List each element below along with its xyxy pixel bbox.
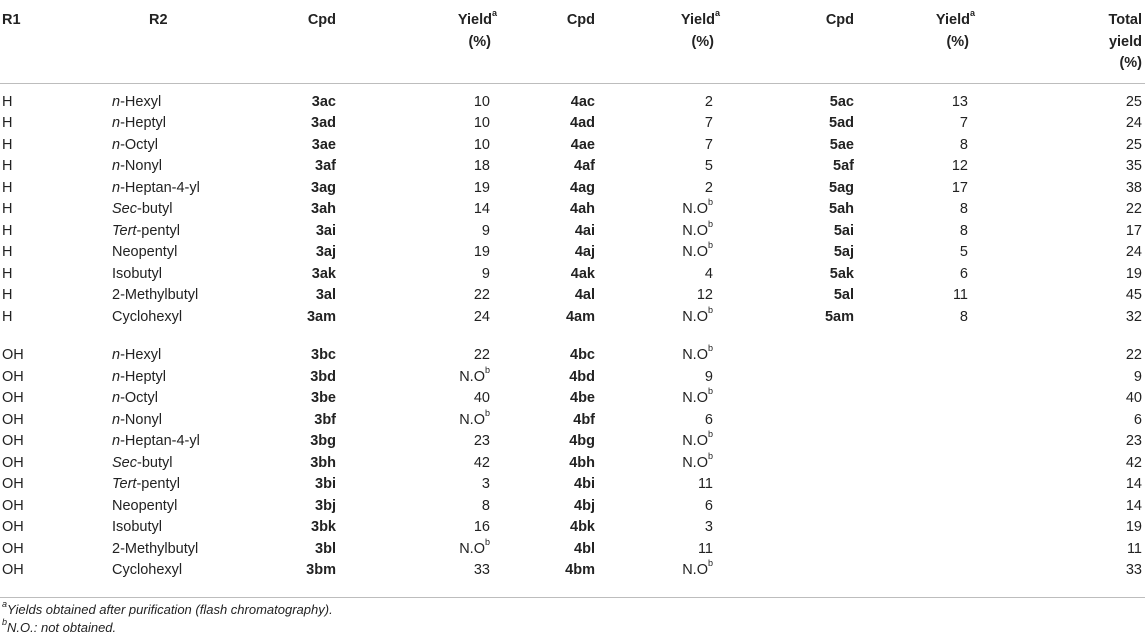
yield-4-cell: 11: [697, 540, 713, 557]
r1-cell: OH: [2, 454, 24, 471]
compound-4-cell: 4am: [565, 308, 595, 325]
yield-3-cell: $N.O^b$: [459, 364, 490, 385]
yield-3-cell: 8: [481, 497, 490, 514]
yield-3-cell: 10: [473, 115, 490, 131]
r1-cell: OH: [2, 562, 24, 578]
compound-3-cell: 3bc: [311, 347, 336, 363]
compound-3-cell: 3bm: [306, 562, 336, 578]
table-row: [0, 388, 1145, 410]
table-row: [0, 113, 1145, 135]
total-yield-cell: 38: [1125, 179, 1142, 196]
table-row: [0, 367, 1145, 389]
table-bottom-rule: [0, 597, 1145, 598]
yield-3-cell: 3: [481, 476, 490, 492]
r2-cell: Isobutyl: [112, 265, 162, 282]
compound-3-cell: 3bi: [315, 476, 336, 492]
total-yield-cell: 19: [1125, 265, 1142, 282]
total-yield-cell: 25: [1125, 93, 1142, 110]
table-row: [0, 453, 1145, 475]
yield-5-cell: [854, 474, 977, 496]
r1-cell: OH: [2, 433, 24, 449]
yield-4-cell: $N.O^b$: [682, 197, 713, 217]
total-yield-cell: 17: [1125, 222, 1142, 239]
compound-4-cell: 4al: [574, 287, 595, 303]
r2-cell: 2-Methylbutyl: [112, 540, 199, 557]
r2-cell: n-Octyl: [112, 136, 158, 153]
r1-cell: H: [2, 201, 13, 217]
yield-4-cell: $N.O^b$: [682, 304, 713, 325]
compound-5-cell: [722, 431, 854, 453]
r1-cell: H: [2, 265, 13, 282]
table-row: [0, 156, 1145, 178]
r2-cell: Tert-pentyl: [112, 222, 180, 239]
yield-5-cell: [854, 496, 977, 518]
total-yield-cell: 35: [1125, 158, 1142, 174]
yield-5-cell: 6: [959, 265, 968, 282]
yield-4-cell: 5: [704, 158, 713, 174]
compound-4-cell: 4bk: [570, 519, 595, 535]
total-yield-cell: 45: [1125, 287, 1142, 303]
r2-cell: Isobutyl: [112, 519, 162, 535]
yield-4-cell: 12: [696, 287, 713, 303]
table-row: [0, 496, 1145, 518]
yield-5-cell: [854, 388, 977, 410]
r2-cell: n-Nonyl: [112, 158, 162, 174]
yield-3-cell: 19: [473, 244, 490, 260]
table-row: [0, 560, 1145, 590]
compound-4-cell: 4af: [574, 158, 595, 174]
table-row: [0, 285, 1145, 307]
compound-3-cell: 3bh: [310, 454, 336, 471]
r2-cell: n-Hexyl: [112, 347, 162, 363]
r1-cell: H: [2, 93, 13, 110]
yield-3-cell: 22: [473, 287, 490, 303]
yield-4-cell: 7: [704, 136, 713, 153]
yield-5-cell: [854, 453, 977, 475]
compound-5-cell: 5ah: [829, 201, 854, 217]
compound-3-cell: 3ag: [311, 179, 336, 196]
header-cpd-3: Cpd: [307, 12, 336, 28]
yield-5-cell: 8: [959, 308, 968, 325]
yield-5-cell: [854, 431, 977, 453]
yield-4-cell: $N.O^b$: [682, 429, 713, 449]
compound-4-cell: 4ak: [570, 265, 595, 282]
yield-5-cell: [854, 539, 977, 561]
total-yield-cell: 22: [1125, 201, 1142, 217]
table-row: [0, 517, 1145, 539]
total-yield-cell: 11: [1126, 540, 1142, 557]
compound-5-cell: [722, 539, 854, 561]
yield-4-cell: $N.O^b$: [682, 343, 713, 363]
yield-5-cell: 12: [951, 158, 968, 174]
r2-cell: Tert-pentyl: [112, 476, 180, 492]
table-row: [0, 539, 1145, 561]
compound-3-cell: 3bl: [315, 540, 336, 557]
r1-cell: OH: [2, 540, 24, 557]
yield-3-cell: 9: [481, 265, 490, 282]
compound-4-cell: 4aj: [574, 244, 595, 260]
yield-5-cell: [854, 517, 977, 539]
table-row: [0, 178, 1145, 200]
compound-4-cell: 4bi: [574, 476, 595, 492]
compound-3-cell: 3am: [306, 308, 336, 325]
r2-cell: n-Octyl: [112, 390, 158, 406]
compound-4-cell: 4be: [570, 390, 595, 406]
compound-5-cell: [722, 560, 854, 590]
r1-cell: OH: [2, 390, 24, 406]
compound-4-cell: 4ae: [570, 136, 595, 153]
r1-cell: OH: [2, 476, 24, 492]
compound-3-cell: 3al: [315, 287, 336, 303]
compound-5-cell: 5ag: [829, 179, 854, 196]
compound-5-cell: 5ac: [829, 93, 854, 110]
footnote-a: $^a$Yields obtained after purification (flash chromatography).: [2, 598, 333, 617]
yield-4-cell: 7: [704, 115, 713, 131]
yield-3-cell: 10: [473, 93, 490, 110]
compound-4-cell: 4bj: [574, 497, 595, 514]
yield-4-cell: 2: [704, 179, 713, 196]
yield-4-cell: 11: [697, 476, 713, 492]
yield-4-cell: $N.O^b$: [682, 386, 713, 406]
compound-3-cell: 3ae: [311, 136, 336, 153]
r2-cell: Sec-butyl: [112, 454, 173, 471]
header-row: [0, 0, 1145, 83]
table-row: [0, 83, 1145, 113]
compound-5-cell: 5al: [833, 287, 854, 303]
compound-3-cell: 3bj: [315, 497, 336, 514]
compound-5-cell: 5aj: [833, 244, 854, 260]
compound-5-cell: 5ai: [833, 222, 854, 239]
compound-4-cell: 4bf: [573, 411, 595, 428]
r1-cell: OH: [2, 519, 24, 535]
compound-5-cell: [722, 410, 854, 432]
compound-3-cell: 3ak: [311, 265, 336, 282]
r2-cell: 2-Methylbutyl: [112, 287, 199, 303]
r1-cell: H: [2, 136, 13, 153]
compound-5-cell: 5ae: [829, 136, 854, 153]
total-yield-cell: 32: [1125, 308, 1142, 325]
yield-5-cell: 13: [951, 93, 968, 110]
yield-4-cell: 3: [704, 519, 713, 535]
compound-4-cell: 4ai: [574, 222, 595, 239]
group-separator: [0, 328, 1145, 345]
compound-4-cell: 4ad: [570, 115, 595, 131]
total-yield-cell: 9: [1133, 368, 1142, 385]
yield-4-cell: $N.O^b$: [682, 450, 713, 471]
header-yield-3: Yield$^a$ (%): [457, 8, 497, 50]
total-yield-cell: 33: [1125, 562, 1142, 578]
compound-5-cell: [722, 453, 854, 475]
yield-3-cell: 24: [473, 308, 490, 325]
table-row: [0, 242, 1145, 264]
yield-5-cell: 11: [952, 287, 968, 303]
total-yield-cell: 23: [1125, 433, 1142, 449]
r1-cell: H: [2, 115, 13, 131]
compound-5-cell: 5ad: [829, 115, 854, 131]
r2-cell: Neopentyl: [112, 497, 178, 514]
compound-3-cell: 3ai: [315, 222, 336, 239]
compound-3-cell: 3ac: [311, 93, 336, 110]
compound-3-cell: 3bd: [310, 368, 336, 385]
r2-cell: n-Heptyl: [112, 115, 167, 131]
r2-cell: Neopentyl: [112, 244, 178, 260]
total-yield-cell: 14: [1125, 476, 1142, 492]
yield-4-cell: 6: [704, 411, 713, 428]
yield-3-cell: 16: [473, 519, 490, 535]
r1-cell: OH: [2, 497, 24, 514]
compound-3-cell: 3aj: [315, 244, 336, 260]
yield-5-cell: 8: [959, 201, 968, 217]
compound-5-cell: 5am: [824, 308, 854, 325]
total-yield-cell: 6: [1133, 411, 1142, 428]
total-yield-cell: 24: [1125, 115, 1142, 131]
table-row: [0, 135, 1145, 157]
r2-cell: Sec-butyl: [112, 201, 173, 217]
yield-3-cell: $N.O^b$: [459, 407, 490, 428]
compound-4-cell: 4ag: [570, 179, 595, 196]
table-row: [0, 199, 1145, 221]
total-yield-cell: 40: [1125, 390, 1142, 406]
yield-4-cell: 4: [704, 265, 713, 282]
compound-4-cell: 4bl: [574, 540, 595, 557]
compound-5-cell: [722, 388, 854, 410]
yield-5-cell: 8: [959, 136, 968, 153]
yield-3-cell: 18: [473, 158, 490, 174]
yield-3-cell: 10: [473, 136, 490, 153]
total-yield-cell: 42: [1125, 454, 1142, 471]
compound-5-cell: [722, 474, 854, 496]
compound-3-cell: 3bk: [311, 519, 336, 535]
compound-5-cell: 5af: [833, 158, 854, 174]
yield-4-cell: 2: [704, 93, 713, 110]
r1-cell: H: [2, 158, 13, 174]
header-r2: R2: [149, 12, 168, 28]
yield-3-cell: 22: [473, 347, 490, 363]
r1-cell: H: [2, 308, 13, 325]
yield-4-cell: $N.O^b$: [682, 240, 713, 260]
table-row: [0, 410, 1145, 432]
yield-5-cell: [854, 345, 977, 367]
compound-3-cell: 3ad: [311, 115, 336, 131]
r1-cell: OH: [2, 347, 24, 363]
yield-3-cell: $N.O^b$: [459, 536, 490, 557]
compound-5-cell: 5ak: [829, 265, 854, 282]
r2-cell: n-Heptyl: [112, 368, 167, 385]
compound-4-cell: 4bg: [569, 433, 595, 449]
compound-4-cell: 4bm: [565, 562, 595, 578]
yield-5-cell: 17: [951, 179, 968, 196]
total-yield-cell: 24: [1125, 244, 1142, 260]
compound-5-cell: [722, 517, 854, 539]
compound-3-cell: 3ah: [311, 201, 336, 217]
compound-4-cell: 4ah: [570, 201, 595, 217]
r1-cell: OH: [2, 411, 24, 428]
table-row: [0, 345, 1145, 367]
compound-4-cell: 4ac: [570, 93, 595, 110]
footnote-b: $^b$N.O.: not obtained.: [2, 616, 117, 635]
yield-5-cell: [854, 410, 977, 432]
r1-cell: OH: [2, 368, 24, 385]
total-yield-cell: 22: [1125, 347, 1142, 363]
yield-5-cell: [854, 367, 977, 389]
total-yield-cell: 14: [1125, 497, 1142, 514]
compound-5-cell: [722, 496, 854, 518]
yield-4-cell: $N.O^b$: [682, 558, 713, 578]
compound-3-cell: 3af: [315, 158, 336, 174]
yield-3-cell: 42: [473, 454, 490, 471]
compound-4-cell: 4bh: [569, 454, 595, 471]
table-row: [0, 221, 1145, 243]
yield-5-cell: 7: [959, 115, 968, 131]
yield-5-cell: [854, 560, 977, 590]
header-r1: R1: [2, 12, 21, 28]
compound-4-cell: 4bd: [569, 368, 595, 385]
yield-4-cell: 6: [704, 497, 713, 514]
r2-cell: n-Nonyl: [112, 411, 162, 428]
yield-4-cell: $N.O^b$: [682, 218, 713, 239]
header-total-yield: Total yield (%): [1108, 12, 1142, 71]
yield-3-cell: 19: [473, 179, 490, 196]
table-row: [0, 307, 1145, 329]
table-row: [0, 264, 1145, 286]
r2-cell: Cyclohexyl: [112, 308, 183, 325]
header-yield-4: Yield$^a$ (%): [680, 8, 720, 50]
yield-4-cell: 9: [704, 368, 713, 385]
r1-cell: H: [2, 179, 13, 196]
compound-3-cell: 3bg: [310, 433, 336, 449]
r2-cell: n-Hexyl: [112, 93, 162, 110]
header-cpd-5: Cpd: [825, 12, 854, 28]
yield-5-cell: 5: [959, 244, 968, 260]
r1-cell: H: [2, 222, 13, 239]
yield-3-cell: 9: [481, 222, 490, 239]
r1-cell: H: [2, 287, 13, 303]
header-cpd-4: Cpd: [566, 12, 595, 28]
table-row: [0, 474, 1145, 496]
yield-3-cell: 14: [473, 201, 490, 217]
yield-3-cell: 33: [473, 562, 490, 578]
yield-3-cell: 23: [473, 433, 490, 449]
r2-cell: n-Heptan-4-yl: [112, 433, 200, 449]
header-yield-5: Yield$^a$ (%): [935, 8, 975, 50]
yield-3-cell: 40: [473, 390, 490, 406]
r1-cell: H: [2, 244, 13, 260]
total-yield-cell: 19: [1125, 519, 1142, 535]
r2-cell: n-Heptan-4-yl: [112, 179, 200, 196]
table-row: [0, 431, 1145, 453]
compound-4-cell: 4bc: [570, 347, 595, 363]
r2-cell: Cyclohexyl: [112, 562, 183, 578]
compound-3-cell: 3bf: [314, 411, 336, 428]
total-yield-cell: 25: [1125, 136, 1142, 153]
yield-5-cell: 8: [959, 222, 968, 239]
compound-5-cell: [722, 367, 854, 389]
compound-5-cell: [722, 345, 854, 367]
compound-3-cell: 3be: [311, 390, 336, 406]
